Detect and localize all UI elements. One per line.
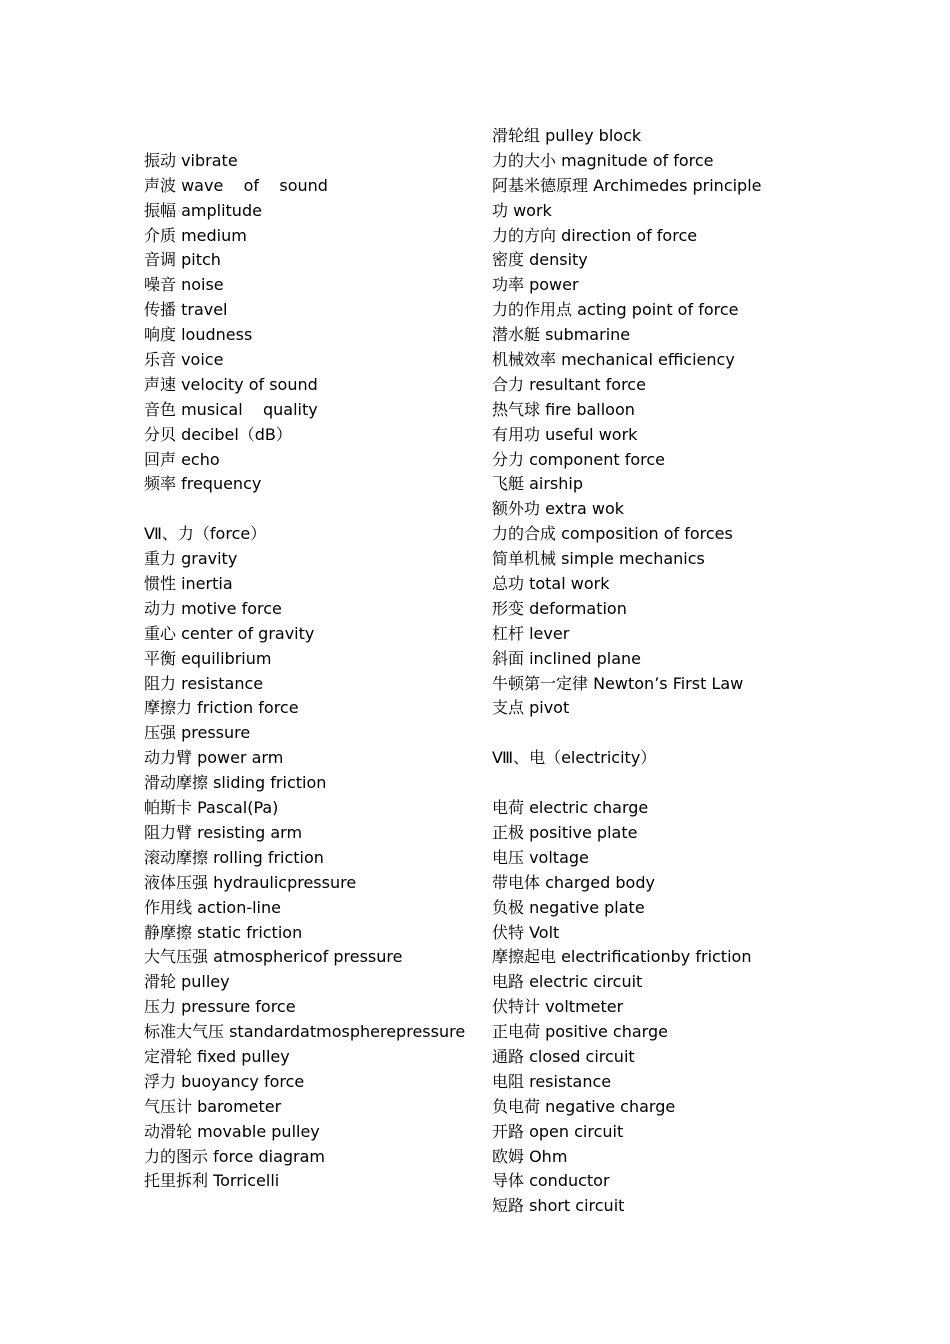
vocab-entry: 大气压强 atmosphericof pressure [144,947,403,967]
vocab-entry: 压力 pressure force [144,997,296,1017]
vocab-entry: 分贝 decibel（dB） [144,424,292,444]
vocab-entry: 电阻 resistance [492,1071,612,1091]
vocab-entry: 功 work [492,200,552,220]
vocab-entry: 音调 pitch [144,250,221,270]
vocab-entry: 动力臂 power arm [144,748,284,768]
vocab-entry: 形变 deformation [492,598,627,618]
vocab-entry: 伏特 Volt [492,922,560,942]
vocab-entry: 杠杆 lever [492,623,570,643]
vocab-entry: 短路 short circuit [492,1196,625,1216]
blank-line [144,497,465,522]
vocab-entry: 额外功 extra wok [492,499,625,519]
vocab-entry: 功率 power [492,275,579,295]
vocab-entry: 简单机械 simple mechanics [492,549,705,569]
vocab-entry: 支点 pivot [492,698,570,718]
blank-line [144,124,465,149]
vocab-entry: 潜水艇 submarine [492,325,631,345]
vocab-entry: 乐音 voice [144,350,224,370]
vocab-entry: 力的图示 force diagram [144,1146,325,1166]
vocab-entry: 负电荷 negative charge [492,1096,676,1116]
vocab-entry: 振动 vibrate [144,150,238,170]
vocab-entry: 飞艇 airship [492,474,583,494]
vocab-entry: 密度 density [492,250,588,270]
vocab-entry: 重心 center of gravity [144,623,315,643]
vocab-entry: 重力 gravity [144,549,238,569]
section-heading: Ⅶ、力（force） [144,524,267,544]
vocab-entry: 负极 negative plate [492,897,645,917]
vocab-entry: 惯性 inertia [144,574,233,594]
vocab-entry: 标准大气压 standardatmospherepressure [144,1022,466,1042]
vocab-entry: 阻力臂 resisting arm [144,822,303,842]
left-column [144,124,465,1194]
vocab-entry: 滚动摩擦 rolling friction [144,847,324,867]
vocab-entry: 力的方向 direction of force [492,225,698,245]
vocab-entry: 牛顿第一定律 Newton’s First Law [492,673,744,693]
vocab-entry: 通路 closed circuit [492,1046,635,1066]
vocab-entry: 电路 electric circuit [492,972,643,992]
vocab-entry: 传播 travel [144,300,228,320]
vocab-entry: 正电荷 positive charge [492,1022,668,1042]
vocab-entry: 动滑轮 movable pulley [144,1121,320,1141]
vocab-entry: 帕斯卡 Pascal(Pa) [144,798,279,818]
right-column [492,124,762,1219]
vocab-entry: 声速 velocity of sound [144,374,318,394]
blank-line [492,771,762,796]
vocab-entry: 频率 frequency [144,474,262,494]
vocab-entry: 噪音 noise [144,275,224,295]
vocab-entry: 气压计 barometer [144,1096,282,1116]
vocab-entry: 摩擦力 friction force [144,698,299,718]
vocab-entry: 振幅 amplitude [144,200,262,220]
vocab-entry: 声波 wave of sound [144,175,328,195]
vocab-entry: 阿基米德原理 Archimedes principle [492,175,762,195]
vocab-entry: 欧姆 Ohm [492,1146,568,1166]
vocab-entry: 滑轮 pulley [144,972,230,992]
vocab-entry: 有用功 useful work [492,424,638,444]
vocab-entry: 力的大小 magnitude of force [492,150,714,170]
vocab-entry: 摩擦起电 electrificationby friction [492,947,752,967]
vocab-entry: 动力 motive force [144,598,282,618]
vocab-entry: 斜面 inclined plane [492,648,641,668]
vocab-entry: 带电体 charged body [492,872,655,892]
vocab-entry: 正极 positive plate [492,822,638,842]
vocab-entry: 热气球 fire balloon [492,399,635,419]
vocab-entry: 力的合成 composition of forces [492,524,733,544]
vocab-entry: 浮力 buoyancy force [144,1071,305,1091]
vocab-entry: 滑轮组 pulley block [492,126,642,145]
vocab-entry: 滑动摩擦 sliding friction [144,773,327,793]
vocab-entry: 液体压强 hydraulicpressure [144,872,357,892]
vocab-entry: 介质 medium [144,225,247,245]
vocab-entry: 电压 voltage [492,847,589,867]
vocab-entry: 托里拆利 Torricelli [144,1171,280,1191]
vocab-entry: 总功 total work [492,574,610,594]
vocab-entry: 压强 pressure [144,723,251,743]
vocab-entry: 回声 echo [144,449,220,469]
vocab-entry: 力的作用点 acting point of force [492,300,739,320]
vocab-entry: 作用线 action-line [144,897,281,917]
vocab-entry: 开路 open circuit [492,1121,624,1141]
vocab-entry: 分力 component force [492,449,665,469]
vocab-entry: 合力 resultant force [492,374,646,394]
vocab-entry: 阻力 resistance [144,673,264,693]
vocab-entry: 静摩擦 static friction [144,922,303,942]
vocab-entry: 平衡 equilibrium [144,648,272,668]
vocab-entry: 机械效率 mechanical efficiency [492,350,735,370]
vocab-entry: 伏特计 voltmeter [492,997,624,1017]
vocab-entry: 音色 musical quality [144,399,318,419]
blank-line [492,721,762,746]
section-heading: Ⅷ、电（electricity） [492,748,657,768]
vocab-entry: 定滑轮 fixed pulley [144,1046,290,1066]
vocab-entry: 响度 loudness [144,325,253,345]
vocab-entry: 导体 conductor [492,1171,610,1191]
vocab-entry: 电荷 electric charge [492,798,649,818]
